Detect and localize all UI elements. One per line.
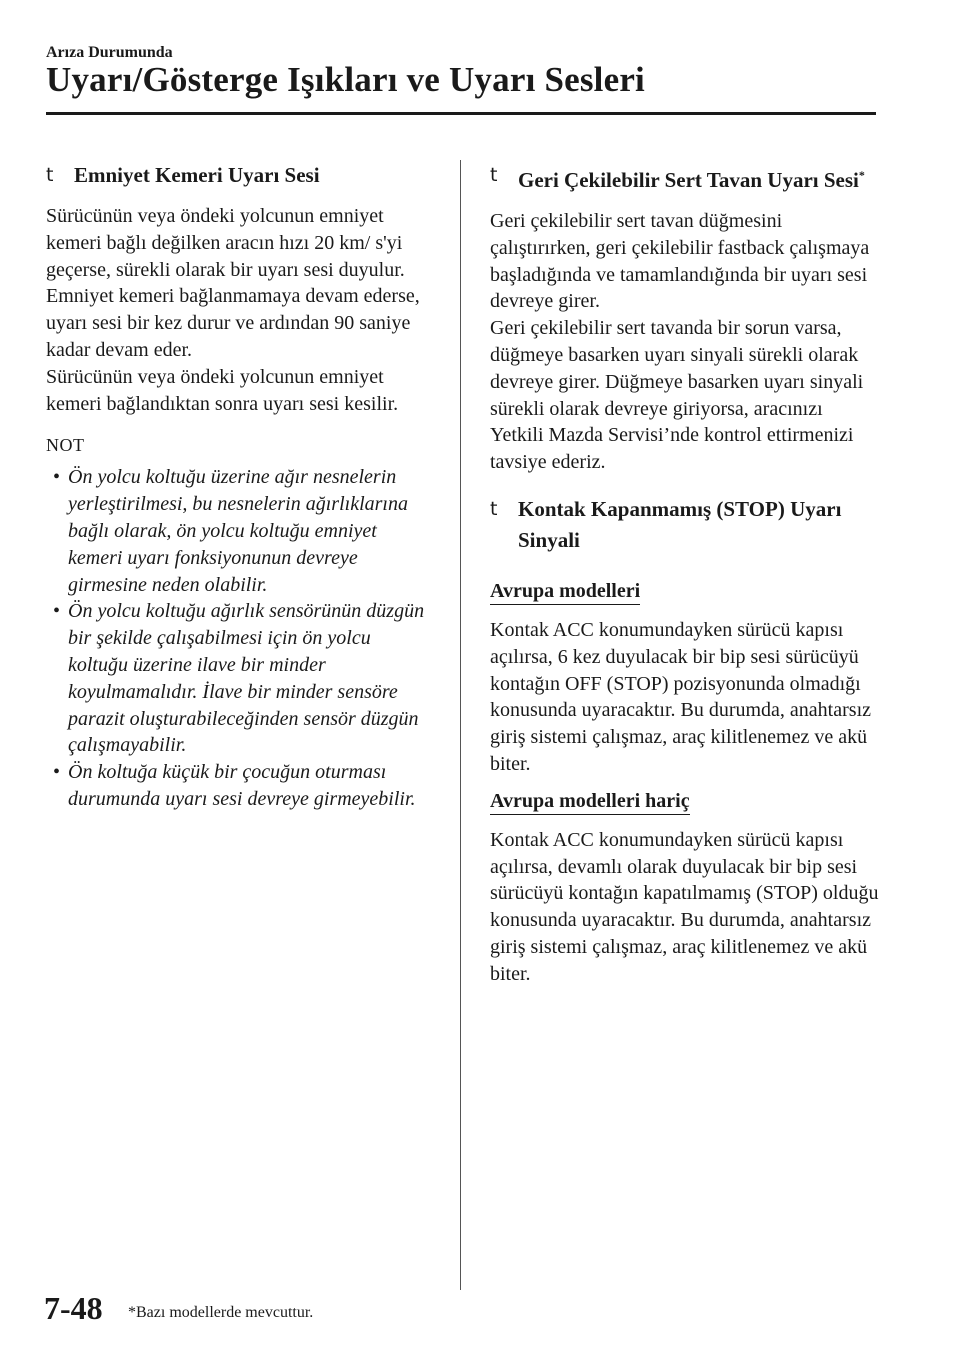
note-item: • Ön yolcu koltuğu ağırlık sensörünün düzgün bir şekilde çalışabilmesi için ön yolcu koltuğu üzerine ilave bir minder koyulmamalıdır. İlave bir minder sensöre parazit oluşturabileceğinden sensör düzgün çalışmayabilir. bbox=[53, 600, 425, 757]
hardtop-heading bbox=[490, 160, 880, 196]
bullet-icon: • bbox=[53, 600, 61, 623]
hardtop-para-1: Geri çekilebilir sert tavan düğmesini çalıştırırken, geri çekilebilir fastback çalışmaya başladığında ve tamamlandığında bir uyarı sesi devreye girer. bbox=[490, 210, 870, 313]
note-item: • Ön koltuğa küçük bir çocuğun oturması durumunda uyarı sesi devreye girmeyebilir. bbox=[53, 761, 416, 810]
chapter-title: Uyarı/Gösterge Işıkları ve Uyarı Sesleri bbox=[46, 60, 645, 99]
bullet-icon: • bbox=[53, 466, 61, 489]
seatbelt-heading-text: Emniyet Kemeri Uyarı Sesi bbox=[74, 163, 320, 187]
note-title: NOT bbox=[46, 435, 85, 456]
right-column bbox=[490, 160, 880, 988]
page-number: 7-48 bbox=[44, 1290, 103, 1326]
hardtop-para-2: Geri çekilebilir sert tavanda bir sorun varsa, düğmeye basarken uyarı sinyali sürekli olarak devreye girer. Düğmeye basarken uyarı sinyali sürekli olarak devreye giriyorsa, aracınızı Yetkili Mazda Servisi’nde kontrol ettirmenizi tavsiye ederiz. bbox=[490, 317, 864, 474]
section-marker-icon: t bbox=[490, 497, 498, 520]
section-marker-icon: t bbox=[46, 164, 54, 186]
seatbelt-para-2: Sürücünün veya öndeki yolcunun emniyet kemeri bağlandıktan sonra uyarı sesi kesilir. bbox=[46, 365, 399, 415]
footnote: *Bazı modellerde mevcuttur. bbox=[128, 1304, 314, 1321]
europe-text: Kontak ACC konumundayken sürücü kapısı açılırsa, 6 kez duyulacak bir bip sesi sürücüyü kontağın OFF (STOP) pozisyonunda olmadığı konusunda uyaracaktır. Bu durumda, anahtarsız giriş sistemi çalışmaz, araç kilitlenemez ve akü biter. bbox=[490, 618, 871, 775]
section-marker-icon: t bbox=[490, 164, 498, 186]
column-divider bbox=[460, 160, 461, 1290]
section-label: Arıza Durumunda bbox=[46, 44, 173, 61]
subheading-europe: Avrupa modelleri bbox=[490, 580, 640, 605]
seatbelt-heading bbox=[46, 160, 432, 191]
header-rule bbox=[46, 112, 876, 115]
note-item: • Ön yolcu koltuğu üzerine ağır nesnelerin yerleştirilmesi, bu nesnelerin ağırlıklarına bağlı olarak, ön yolcu koltuğu emniyet kemeri uyarı fonksiyonunun devreye girmesine neden olabilir. bbox=[53, 466, 408, 596]
ignition-heading-text: Kontak Kapanmamış (STOP) Uyarı Sinyali bbox=[518, 496, 842, 552]
seatbelt-para-1: Sürücünün veya öndeki yolcunun emniyet kemeri bağlı değilken aracın hızı 20 km/ s'yi geçerse, sürekli olarak bir uyarı sesi duyulur. Emniyet kemeri bağlanmamaya devam ederse, uyarı sesi bir kez durur ve ardından 90 saniye kadar devam eder. bbox=[46, 205, 420, 361]
non-europe-text: Kontak ACC konumundayken sürücü kapısı açılırsa, devamlı olarak duyulacak bir bip sesi sürücüyü kontağın kapatılmamış (STOP) olduğu konusunda uyaracaktır. Bu durumda, anahtarsız giriş sistemi çalışmaz, araç kilitlenemez ve akü biter. bbox=[490, 828, 879, 985]
bullet-icon: • bbox=[53, 761, 61, 784]
hardtop-heading-text: Geri Çekilebilir Sert Tavan Uyarı Sesi bbox=[518, 168, 859, 192]
footnote-marker: * bbox=[858, 168, 865, 182]
subheading-non-europe: Avrupa modelleri hariç bbox=[490, 790, 690, 815]
left-column bbox=[46, 160, 432, 813]
note-list bbox=[46, 464, 432, 812]
ignition-heading bbox=[490, 494, 880, 556]
